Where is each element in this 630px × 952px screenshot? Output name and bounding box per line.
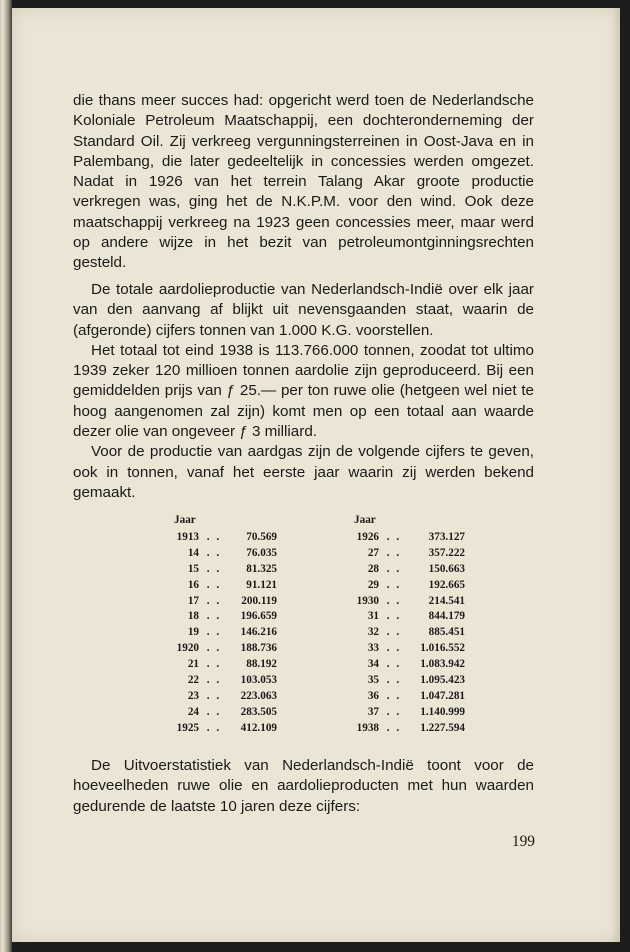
table-cell-value: 1.140.999 [420,705,465,718]
table-row [340,546,510,562]
table-cell-value: 214.541 [428,594,465,607]
table-row [160,625,320,641]
table-cell-value: 1.016.552 [420,642,465,655]
table-row [160,705,320,721]
table-cell-leader-dots: . . [386,578,402,591]
table-row [340,641,510,657]
table-cell-value: 1.227.594 [420,721,465,734]
table-cell-leader-dots: . . [206,626,222,639]
table-cell-leader-dots: . . [206,578,222,591]
table-cell-leader-dots: . . [206,546,222,559]
table-cell-year: 18 [187,610,199,623]
table-row [340,609,510,625]
production-table-left [160,510,320,737]
production-table-right [340,510,510,737]
table-cell-value: 844.179 [428,610,465,623]
table-cell-leader-dots: . . [206,674,222,687]
table-rows-right [340,530,510,737]
table-row [160,578,320,594]
paragraph-1-text: die thans meer succes had: opgericht werd toen de Nederlandsche Koloniale Petroleum Maatschappij, een dochteronderneming der Standard Oil. Zij verkreeg vergunningsterreinen in Oost-Java en in Palembang, die later gedeeltelijk in concessies werden omgezet. Nadat in 1926 van het terrein Talang Akar groote productie verkregen was, ging het de N.K.P.M. voor den wind. Ook deze maatschappij verkreeg na 1923 geen concessies meer, maar werd op andere wijze in het bezit van petroleumontginningsrechten gesteld. [73,92,534,272]
table-cell-value: 91.121 [246,578,277,591]
table-row [160,641,320,657]
paragraph-2-text: De totale aardolieproductie van Nederlandsch-Indië over elk jaar van den aanvang af blijkt uit nevensgaanden staat, waarin de (afgeronde) cijfers tonnen van 1.000 K.G. voorstellen. [73,281,534,339]
table-cell-value: 885.451 [428,626,465,639]
table-cell-leader-dots: . . [206,721,222,734]
table-cell-leader-dots: . . [206,642,222,655]
table-cell-leader-dots: . . [206,658,222,671]
table-row [160,546,320,562]
table-cell-leader-dots: . . [206,689,222,702]
table-cell-year: 28 [367,562,379,575]
table-cell-leader-dots: . . [386,594,402,607]
table-cell-year: 27 [367,546,379,559]
table-cell-year: 19 [187,626,199,639]
table-cell-year: 14 [187,546,199,559]
table-cell-year: 33 [367,642,379,655]
table-row [160,657,320,673]
table-cell-value: 1.083.942 [420,658,465,671]
table-cell-leader-dots: . . [386,674,402,687]
table-row [340,721,510,737]
table-row [160,609,320,625]
paragraph-block-export [73,756,534,817]
table-cell-leader-dots: . . [206,610,222,623]
table-cell-leader-dots: . . [386,658,402,671]
paragraph-3-text: Het totaal tot eind 1938 is 113.766.000 tonnen, zoodat tot ultimo 1939 zeker 120 millioen tonnen aardolie zijn geproduceerd. Bij een gemiddelden prijs van ƒ 25.— per ton ruwe olie (hetgeen wel niet te hoog aangenomen zal zijn) komt men op een totaal aan waarde dezer olie van ongeveer ƒ 3 milliard. [73,341,534,441]
table-cell-value: 188.736 [240,642,277,655]
table-row [160,673,320,689]
table-cell-year: 21 [187,658,199,671]
table-cell-leader-dots: . . [206,531,222,543]
table-cell-value: 373.127 [428,531,465,543]
table-cell-value: 150.663 [428,562,465,575]
table-cell-value: 146.216 [240,626,277,639]
table-cell-year: 16 [187,578,199,591]
table-header-year: Jaar [354,514,376,526]
table-cell-year: 1920 [176,642,199,655]
table-cell-value: 1.095.423 [420,674,465,687]
table-cell-value: 1.047.281 [420,689,465,702]
table-cell-year: 36 [367,689,379,702]
table-cell-year: 1926 [356,531,379,543]
table-row [340,673,510,689]
table-cell-leader-dots: . . [386,546,402,559]
table-cell-value: 192.665 [428,578,465,591]
table-cell-year: 15 [187,562,199,575]
table-cell-year: 24 [187,705,199,718]
table-row [160,721,320,737]
table-cell-year: 1930 [356,594,379,607]
table-cell-value: 200.119 [241,594,277,607]
table-cell-year: 1925 [176,721,199,734]
table-cell-value: 357.222 [428,546,465,559]
table-cell-leader-dots: . . [386,689,402,702]
table-cell-year: 1913 [176,531,199,543]
table-row [160,530,320,546]
table-cell-year: 34 [367,658,379,671]
table-row [340,705,510,721]
paragraph-block-production [73,280,534,503]
paragraph-nkpm-history [73,91,534,274]
table-cell-leader-dots: . . [386,531,402,543]
page-edge-shadow [612,8,620,942]
table-cell-value: 223.063 [240,689,277,702]
paragraph-4-text: Voor de productie van aardgas zijn de volgende cijfers te geven, ook in tonnen, vanaf het eerste jaar waarin zij werden bekend gemaakt. [73,443,534,501]
table-row [340,625,510,641]
table-cell-value: 196.659 [240,610,277,623]
table-rows-left [160,530,320,737]
table-row [160,594,320,610]
table-row [340,657,510,673]
table-cell-value: 70.569 [246,531,277,543]
table-cell-value: 412.109 [240,721,277,734]
table-cell-leader-dots: . . [386,610,402,623]
table-row [340,578,510,594]
table-cell-leader-dots: . . [386,721,402,734]
table-cell-leader-dots: . . [386,705,402,718]
table-row [340,594,510,610]
table-cell-value: 103.053 [240,674,277,687]
table-cell-year: 32 [367,626,379,639]
table-cell-year: 37 [367,705,379,718]
table-cell-leader-dots: . . [206,594,222,607]
table-header-year: Jaar [174,514,196,526]
table-row [160,689,320,705]
table-cell-leader-dots: . . [206,562,222,575]
table-cell-year: 22 [187,674,199,687]
table-cell-year: 17 [187,594,199,607]
table-cell-leader-dots: . . [386,562,402,575]
table-row [160,562,320,578]
table-cell-year: 35 [367,674,379,687]
table-cell-year: 31 [367,610,379,623]
table-cell-year: 29 [367,578,379,591]
table-row [340,689,510,705]
page-number: 199 [511,833,535,850]
table-cell-leader-dots: . . [386,626,402,639]
table-cell-leader-dots: . . [206,705,222,718]
table-cell-value: 81.325 [246,562,277,575]
table-cell-year: 23 [187,689,199,702]
table-cell-leader-dots: . . [386,642,402,655]
table-row [340,530,510,546]
paragraph-5-text: De Uitvoerstatistiek van Nederlandsch-Indië toont voor de hoeveelheden ruwe olie en aardolieproducten met hun waarden gedurende de laatste 10 jaren deze cijfers: [73,757,534,815]
table-cell-value: 88.192 [246,658,277,671]
book-binding-edge [0,0,12,952]
table-cell-value: 283.505 [240,705,277,718]
table-cell-year: 1938 [356,721,379,734]
table-row [340,562,510,578]
table-cell-value: 76.035 [246,546,277,559]
